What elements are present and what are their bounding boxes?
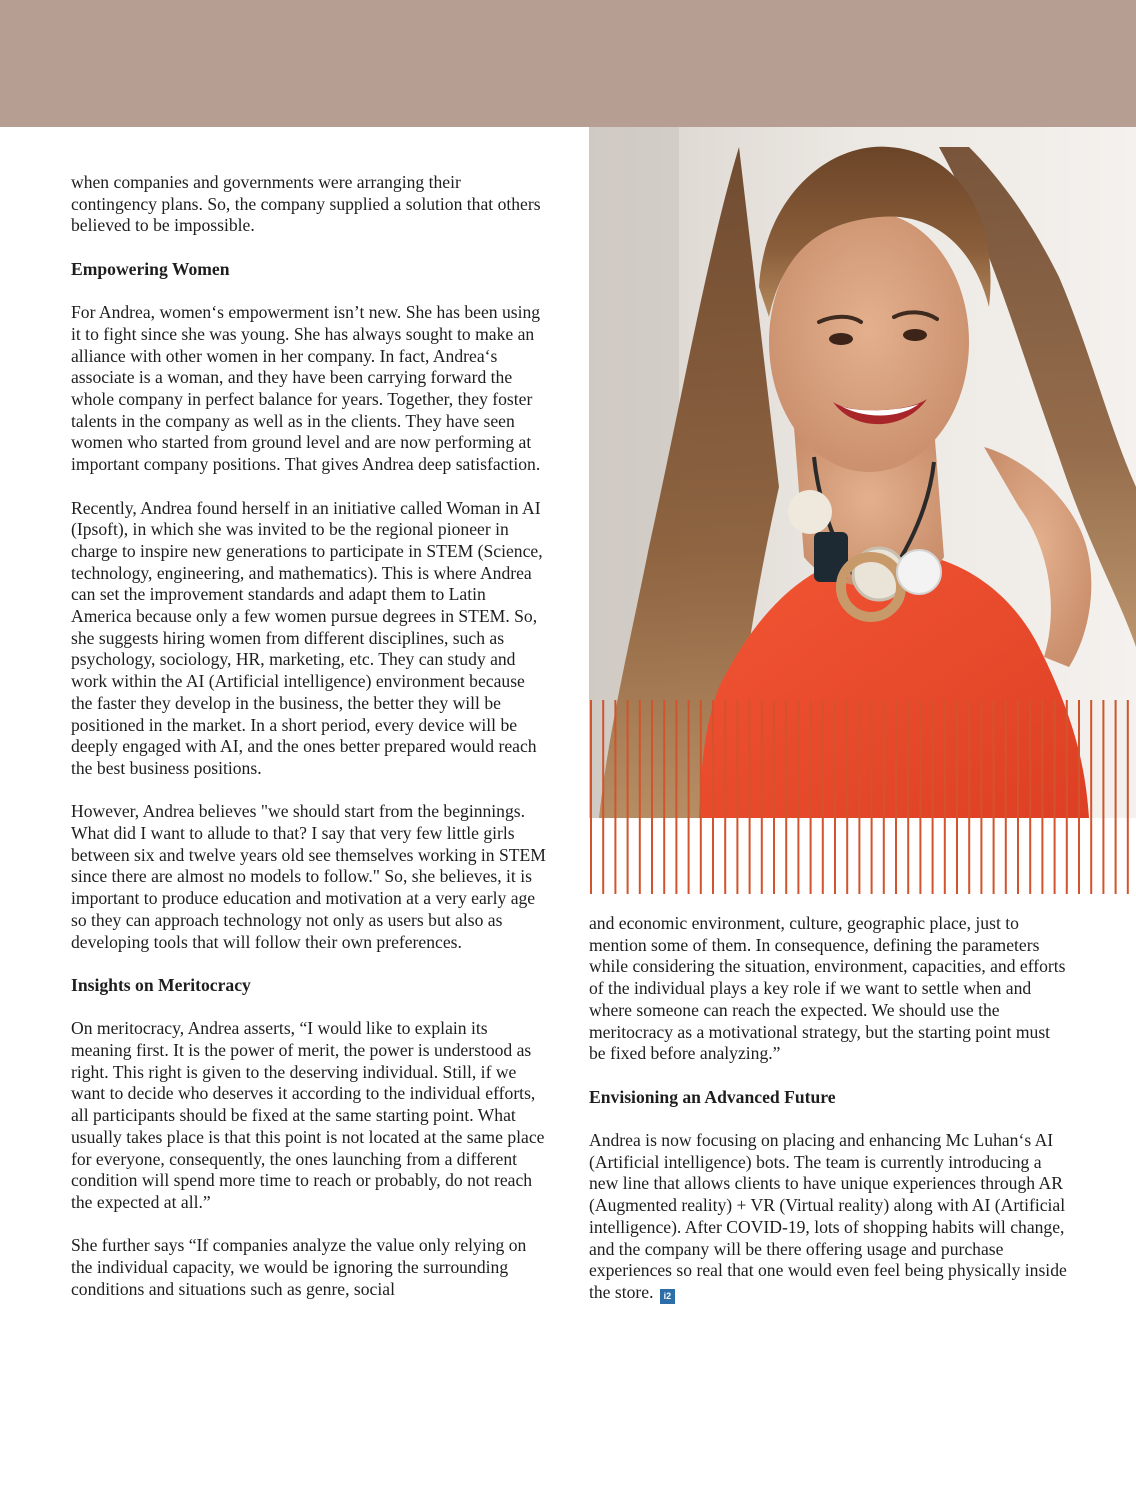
future-paragraph-text: Andrea is now focusing on placing and enhancing Mc Luhan‘s AI (Artificial intelligence) bots. The team is currently introducing a new line that allows clients to have unique experiences through AR (Augmented reality) + VR (Virtual reality) along with AI (Artificial intelligence). After COVID-19, lots of shopping habits will change, and the company will be there offering usage and purchase experiences so real that one would even feel being physically inside the store. (589, 1130, 1067, 1302)
intro-paragraph: when companies and governments were arranging their contingency plans. So, the company supplied a solution that others believed to be impossible. (71, 172, 541, 236)
heading-meritocracy: Insights on Meritocracy (71, 974, 251, 995)
continued-paragraph: and economic environment, culture, geographic place, just to mention some of them. In consequence, defining the parameters while considering the situation, environment, capacities, and efforts of the individual plays a key role if we want to settle when and where someone can reach the expected. We should use the meritocracy as a motivational strategy, but the starting point must be fixed before analyzing.” (589, 913, 1066, 1064)
empowering-paragraph-1: For Andrea, women‘s empowerment isn’t new. She has been using it to fight since she was young. She has always sought to make an alliance with other women in her company. In fact, Andrea‘s associate is a woman, and they have been carrying forward the whole company in perfect balance for years. Together, they foster talents in the company as well as in the clients. They have seen women who started from ground level and are now performing at important company positions. That gives Andrea deep satisfaction. (71, 302, 541, 475)
meritocracy-paragraph-2: She further says “If companies analyze the value only relying on the individual capacity, we would be ignoring the surrounding conditions and situations such as genre, social (71, 1235, 527, 1299)
header-band (0, 0, 1136, 127)
heading-advanced-future: Envisioning an Advanced Future (589, 1086, 836, 1107)
heading-empowering-women: Empowering Women (71, 258, 230, 279)
meritocracy-paragraph-1: On meritocracy, Andrea asserts, “I would like to explain its meaning first. It is the power of merit, the power is understood as right. This right is given to the deserving individual. Still, if we want to decide who deserves it according to the individual efforts, all participants should be fixed at the same starting point. What usually takes place is that this point is not located at the same place for everyone, consequently, the ones launching from a different condition will spend more time to reach or probably, do not reach the expected at all.” (71, 1018, 545, 1212)
end-mark-icon: i2 (660, 1289, 675, 1304)
left-column (71, 172, 549, 1322)
future-paragraph (589, 1130, 1069, 1304)
empowering-paragraph-3: However, Andrea believes "we should start from the beginnings. What did I want to allude to that? I say that very few little girls between six and twelve years old see themselves working in STEM since there are almost no models to follow." So, she believes, it is important to produce education and motivation at a very early age so they can approach technology not only as users but also as developing tools that will follow their own preferences. (71, 801, 546, 952)
empowering-paragraph-2: Recently, Andrea found herself in an initiative called Woman in AI (Ipsoft), in which she was invited to be the regional pioneer in charge to inspire new generations to participate in STEM (Science, technology, engineering, and mathematics). This is where Andrea can set the improvement standards and adapt them to Latin America because only a few women pursue degrees in STEM. So, she suggests hiring women from different disciplines, such as psychology, sociology, HR, marketing, etc. They can study and work within the AI (Artificial intelligence) environment because the faster they develop in the business, the better they will be positioned in the market. In a short period, every device will be deeply engaged with AI, and the ones better prepared would reach the best business positions. (71, 497, 543, 778)
right-column (589, 913, 1069, 1326)
stripes-decoration (589, 700, 1136, 894)
